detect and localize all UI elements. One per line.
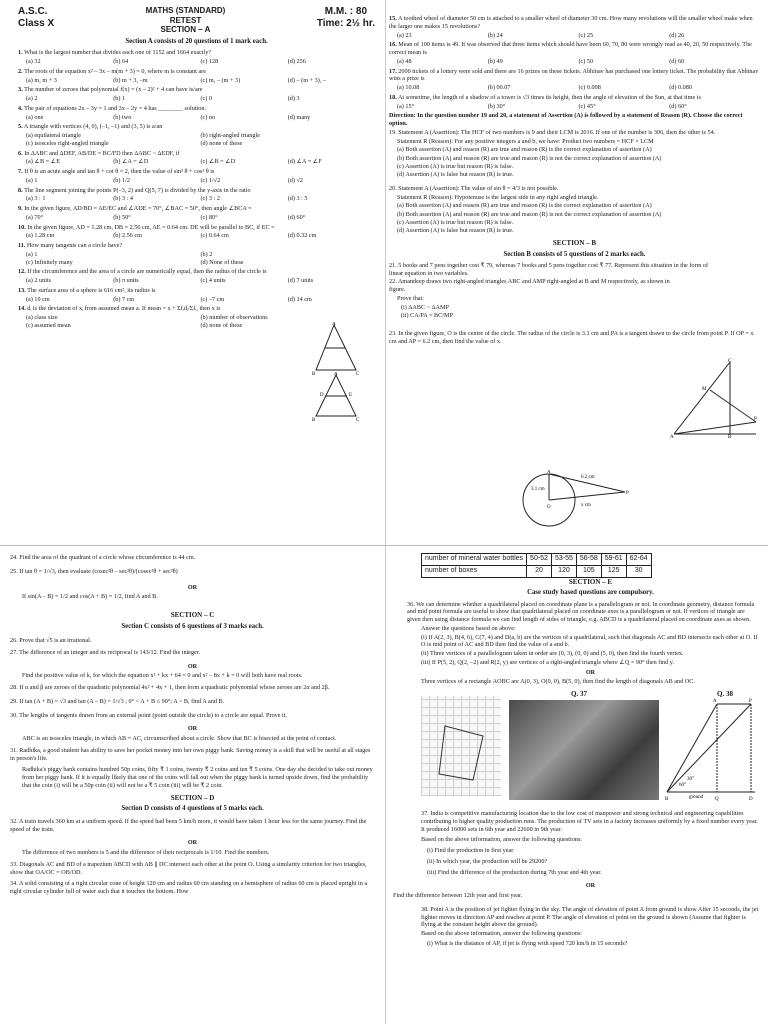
option: (b) 50°: [113, 213, 131, 221]
options-list: [26, 132, 375, 148]
question-30: 30. The lengths of tangents drawn from an external point (point outside the circle) to a circle are equal. Prove it.: [10, 711, 288, 719]
fig-label-a: A: [334, 372, 338, 377]
options-list: [26, 251, 375, 267]
question-text: The number of zeroes that polynomial f(x) = (x – 2)² + 4 can have is/are: [24, 86, 203, 94]
option: (d) ∠A = ∠F: [287, 158, 322, 166]
question-34: 34. A solid consisting of a right circular cone of height 120 cm and radius 60 cm standing on a hemisphere of radius 60 cm is placed upright in a right circular cylinder full of water such that it touches the bottom. How: [10, 880, 368, 896]
table-row: [422, 565, 652, 577]
question-37-or: Find the difference between 12th year and first year.: [393, 892, 523, 900]
table-cell: 62-64: [626, 554, 651, 566]
option: (c) 0.64 cm: [200, 232, 229, 240]
table-cell: number of mineral water bottles: [422, 554, 527, 566]
class-name: Class X: [18, 17, 55, 29]
triangle-figure-q9: [312, 322, 362, 377]
question-38-part-i: (i) What is the distance of AP, if jet is flying with speed 720 km/h in 15 seconds?: [427, 939, 628, 947]
circle-tangent-figure-q23: [517, 470, 637, 535]
option: (d) none of these: [200, 139, 243, 147]
or-label: OR: [585, 882, 596, 890]
option: (d) Assertion (A) is false but reason (R) is true.: [397, 171, 514, 178]
fig-label-p: P: [754, 417, 757, 422]
option: (d) 60°: [287, 213, 306, 221]
fig-label-angle-60: 60°: [679, 783, 686, 789]
question-1: [18, 49, 375, 57]
question-text: The surface area of a sphere is 616 cm², its radius is: [27, 286, 156, 294]
table-cell: 56-58: [576, 554, 601, 566]
table-cell: 59-61: [601, 554, 626, 566]
option: (a) 3 : 1: [26, 195, 46, 203]
table-cell: 125: [601, 565, 626, 577]
option: (c) –7 cm: [200, 295, 225, 303]
question-number: 4.: [18, 104, 23, 112]
fig-label-radius: 3.1 cm: [531, 487, 545, 492]
option: (a) 2: [26, 95, 38, 103]
option: (d) – (m + 3), –: [287, 76, 326, 84]
question-11: [18, 242, 375, 250]
question-36-answer: Answer the questions based on above:: [421, 624, 516, 632]
question-number: 15.: [389, 15, 397, 22]
option: (b) 30°: [487, 102, 506, 110]
option: (a) 48: [397, 57, 412, 65]
options-list: [397, 84, 760, 92]
options-list: [26, 77, 375, 85]
fig-label-o: O: [547, 505, 551, 510]
option: (c) ∠B = ∠D: [200, 158, 236, 166]
question-22: 22. Amandeep draws two right-angled triangles ABC and AMP right-angled at B and M respectively, as shown in figure.: [389, 278, 670, 294]
question-9: [18, 205, 375, 213]
question-29: 29. If tan (A + B) = √3 and tan (A – B) = 1/√3 ; 0° < A + B ≤ 90°; A > B, find A and B.: [10, 697, 225, 705]
question-18: [389, 94, 760, 102]
table-cell: 53-55: [551, 554, 576, 566]
question-10: [18, 224, 375, 232]
options-list: [26, 232, 375, 240]
section-a-note: Section A consists of 20 questions of 1 mark each.: [125, 37, 268, 45]
table-cell: 30: [626, 565, 651, 577]
question-text: In the given figure, AD/BD = AE/EC and ∠ADE = 70°, ∠BAC = 50°, then angle ∠BCA =: [24, 205, 252, 213]
question-24: 24. Find the area of the quadrant of a circle whose circumference is 44 cm.: [10, 554, 196, 561]
fig-label-c: C: [356, 372, 360, 377]
question-list: [389, 15, 760, 110]
option: (b) 1: [113, 95, 126, 103]
section-label: SECTION – A: [160, 25, 211, 35]
option: (d) 60: [669, 57, 685, 65]
assertion-direction: Direction: In the question number 19 and 20, a statement of Assertion (A) is followed by a statement of Reason (R). Choose the correct option.: [389, 112, 743, 127]
question-text: What is the largest number that divides each one of 1152 and 1664 exactly?: [24, 49, 212, 57]
table-cell: number of boxes: [422, 565, 527, 577]
question-32-or: The difference of two numbers is 5 and the difference of their reciprocals is 1/10. Find the numbers.: [22, 849, 270, 857]
page-top-right: [385, 0, 768, 545]
option: (a) 10.08: [397, 84, 420, 91]
section-b-title: SECTION – B: [552, 238, 597, 247]
fig-label-b: B: [312, 418, 316, 422]
school-name: A.S.C.: [18, 6, 48, 17]
question-27-or: Find the positive value of k, for which the equation x² + kx + 64 = 0 and x² – 8x + k = 0 will both have real roots.: [22, 672, 303, 680]
section-d-note: Section D consists of 4 questions of 5 marks each.: [121, 805, 264, 813]
option: (a) m, m + 3: [26, 76, 57, 84]
or-label: OR: [585, 668, 596, 676]
option: (d) 256: [287, 58, 306, 66]
option: (c) no: [200, 113, 216, 121]
option: (d) 3 : 5: [287, 195, 308, 203]
section-e-note: Case study based questions are compulsory.: [527, 589, 654, 597]
or-label: OR: [187, 662, 198, 670]
or-label: OR: [187, 725, 198, 733]
factory-photo: [509, 700, 659, 800]
section-c-title: SECTION – C: [170, 611, 215, 619]
option: (c) 25: [578, 31, 594, 39]
question-16: [389, 41, 760, 57]
question-36: 36. We can determine whether a quadrilateral placed on coordinate plane is a parallelogram or not. In coordinate geometry, distance formula and mid point formula are useful to show that quadrilateral placed on coordinate axes is a parallelogram or not. If vertices of triangle are given then using distance formula we can find length of sides of triangle, e.g. ABCD is a quadrilateral placed on coordinate axes as shown.: [407, 600, 755, 624]
option: (a) 70°: [26, 213, 44, 221]
options-list: [26, 114, 375, 122]
fig-label-p: P: [626, 491, 629, 496]
or-label: OR: [187, 839, 198, 847]
question-36-part-i: (i) If A(2, 3), B(4, 6), C(7, 4) and D(a, b) are the vertices of a quadrilateral, such that diagonals AC and BD intersects each other at O. If O is mid point of AC and BD then find the value of a and b.: [421, 633, 758, 649]
option: (c) Assertion (A) is true but reason (R) is false.: [397, 162, 514, 170]
fig-label-b: B: [312, 372, 316, 377]
options-list: [397, 103, 760, 111]
option: (c) 4 units: [200, 277, 226, 285]
table-cell: 50-52: [527, 554, 552, 566]
question-number: 13.: [18, 286, 26, 294]
option: (d) 60°: [669, 102, 687, 110]
question-25: 25. If tan θ = 1/√3, then evaluate (cosec²θ – sec²θ)/(cosec²θ + sec²θ): [10, 567, 178, 575]
question-17: [389, 68, 760, 84]
options-list: [26, 177, 375, 185]
fig-label-c: C: [728, 359, 732, 364]
option: (c) isosceles right-angled triangle: [26, 139, 109, 147]
question-number: 1.: [18, 49, 23, 57]
option: (c) 50: [578, 57, 594, 65]
exam-header: [18, 6, 375, 35]
question-20-options: [397, 202, 760, 235]
options-list: [26, 277, 375, 285]
fig-label-d: D: [320, 393, 324, 398]
question-7: [18, 168, 375, 176]
question-30-or: ABC is an isosceles triangle, in which AB = AC, circumscribed about a circle. Show that BC is bisected at the point of contact.: [22, 735, 337, 743]
question-number: 10.: [18, 223, 26, 231]
option: (b) 2: [200, 250, 213, 258]
option: (b) Both assertion (A) and reason (R) are true and reason (R) is not the correct explanation of assertion (A): [397, 154, 662, 162]
coordinate-grid-figure: [421, 696, 501, 796]
question-number: 11.: [18, 242, 26, 250]
question-number: 6.: [18, 149, 23, 157]
page-divider-horizontal: [0, 545, 768, 546]
fig-label-a: A: [332, 322, 336, 327]
question-number: 16.: [389, 41, 397, 49]
question-31-body: Radhika's piggy bank contains hundred 50p coins, fifty ₹ 1 coins, twenty ₹ 2 coins and ten ₹ 5 coins. One day she decided to take out money from her piggy bank. If it is equally likely that one of the coins will fall out when the piggy bank is turned upside down, find the probability that the coin (i) will be a 50p coin (ii) will not be a ₹ 5 coin (iii) will be ₹ 2 coin.: [22, 766, 373, 789]
option: (b) two: [113, 113, 132, 121]
question-12: [18, 268, 375, 276]
option: (a) 1: [26, 176, 38, 184]
option: (c) 80°: [200, 213, 218, 221]
section-b-note: Section B consists of 5 questions of 2 marks each.: [503, 250, 646, 258]
table-cell: 105: [576, 565, 601, 577]
question-36-part-iii: (iii) If P(5, 2), Q(2, –2) and R(2, y) are vertices of a right-angled triangle where ∠Q = 90° then find y.: [421, 658, 675, 666]
question-text: If θ is an acute angle and tan θ + cot θ = 2, then the value of sin³ θ + cos³ θ is: [24, 168, 215, 176]
options-list: [397, 32, 760, 40]
fig-label-ground: ground: [689, 795, 704, 801]
question-23: 23. In the given figure, O is the centre of the circle. The radius of the circle is 3.1 cm and PA is a tangent drawn to the circle from point P. If OP = x cm and AP = 6.2 cm, then find the value of x.: [389, 330, 754, 345]
option: (b) 3 : 4: [113, 195, 134, 203]
table-row: [422, 554, 652, 566]
option: (b) Both assertion (A) and reason (R) are true and reason (R) is not the correct explanation of assertion (A): [397, 210, 662, 218]
option: (d) none of these: [200, 321, 243, 329]
question-19-reason: Statement R (Reason): For any positive integers a and b, we have: Product two numbers = HCF × LCM: [397, 137, 654, 145]
subject-title: MATHS (STANDARD): [145, 6, 226, 15]
question-32: 32. A train travels 360 km at a uniform speed. If the speed had been 5 km/h more, it would have taken 1 hour less for the same journey. Find the speed of the train.: [10, 817, 367, 833]
question-number: 17.: [389, 67, 397, 75]
option: (c) 1/√2: [200, 176, 221, 184]
options-list: [26, 58, 375, 66]
question-text: The line segment joining the points P(–3, 2) and Q(5, 7) is divided by the y-axis in the ratio: [24, 186, 251, 194]
question-19: 19. Statement A (Assertion): The HCF of two numbers is 9 and their LCM is 2016. If one of the number is 306, then the other is 54.: [389, 128, 716, 136]
option: (d) 14 cm: [287, 295, 312, 303]
jet-elevation-figure: [665, 694, 757, 806]
triangle-figure-q10: [312, 372, 362, 422]
option: (b) π units: [113, 277, 139, 285]
fig-label-a: A: [713, 699, 717, 705]
question-22-part-ii: (ii) CA/PA = BC/MP: [401, 312, 453, 320]
page-bottom-right: [385, 545, 768, 1024]
option: (d) 0.080: [669, 84, 692, 91]
frequency-table: [421, 553, 652, 578]
triangle-figure-q22: [670, 358, 760, 438]
question-33: 33. Diagonals AC and BD of a trapezium ABCD with AB ∥ DC intersect each other at the point O. Using a similarity criterion for two triangles, show that OA/OC = OB/OD.: [10, 860, 367, 876]
question-38-answer: Based on the above information, answer the following questions:: [421, 930, 583, 938]
option: (a) 19 cm: [26, 295, 50, 303]
option: (d) Assertion (A) is false but reason (R) is true.: [397, 227, 514, 234]
question-text: In ΔABC and ΔDEF, AB/DE = BC/FD then ΔABC ~ ΔEDF, if: [24, 149, 180, 157]
question-text: dᵢ is the deviation of xᵢ from assumed mean a. If mean = x + Σfᵢdᵢ/Σfᵢ, then x is: [27, 305, 221, 313]
option: (a) 1.28 cm: [26, 232, 55, 240]
question-27: 27. The difference of an integer and its reciprocal is 143/12. Find the integer.: [10, 648, 201, 656]
fig-label-angle-30: 30°: [687, 777, 694, 783]
section-d-title: SECTION – D: [170, 793, 215, 802]
options-list: [26, 195, 375, 203]
figure-caption-q38: Q. 38: [717, 690, 733, 699]
option: (d) √2: [287, 176, 304, 184]
fig-label-c: C: [356, 418, 360, 422]
figure-caption-q37: Q. 37: [571, 690, 587, 699]
max-marks: M.M. : 80: [324, 6, 368, 17]
question-4: [18, 105, 375, 113]
fig-label-d: D: [749, 797, 753, 803]
question-6: [18, 150, 375, 158]
option: (a) class size: [26, 314, 58, 322]
option: (d) 3: [287, 95, 300, 103]
option: (a) 32: [26, 58, 41, 66]
question-37-answer: Based on the above information, answer the following questions:: [421, 836, 583, 844]
question-37-part-i: (i) Find the production in first year: [427, 847, 514, 855]
table-cell: 20: [527, 565, 552, 577]
question-21: 21. 5 books and 7 pens together cost ₹ 79, whereas 7 books and 5 pens together cost ₹ 77. Represent this situation in the form of linear equation in two variables.: [389, 261, 709, 277]
question-number: 18.: [389, 93, 397, 101]
fig-label-a: A: [670, 435, 674, 438]
question-36-or: Three vertices of a rectangle AOBC are A(0, 3), O(0, 0), B(5, 0), then find the length of diagonals AB and OC.: [421, 678, 695, 686]
question-number: 14.: [18, 305, 26, 313]
option: (d) None of these: [200, 258, 244, 266]
question-14: [18, 305, 375, 313]
fig-label-b: B: [728, 435, 732, 438]
option: (b) 2.56 cm: [113, 232, 142, 240]
question-22-prove: Prove that:: [397, 294, 424, 302]
question-36-part-ii: (ii) Three vertices of a parallelogram taken in order are (0, 3), (0, 0) and (5, 0), then find the fourth vertex.: [421, 650, 684, 658]
option: (d) many: [287, 113, 311, 121]
option: (b) m + 3, –m: [113, 76, 148, 84]
question-25-or: If sin(A – B) = 1/2 and cos(A + B) = 1/2, find A and B.: [22, 593, 158, 601]
section-e-title: SECTION – E: [568, 577, 613, 586]
fig-label-b: B: [665, 797, 669, 803]
question-20: 20. Statement A (Assertion): The value of sin θ = 4/3 is not possible.: [389, 184, 559, 192]
option: (c) m, – (m + 3): [200, 76, 241, 84]
fig-label-m: M: [702, 387, 707, 392]
time-allowed: Time: 2½ hr.: [316, 17, 375, 29]
option: (c) 3 : 2: [200, 195, 220, 203]
question-28: 28. If α and β are zeroes of the quadratic polynomial 4x² + 4x + 1, then form a quadratic polynomial whose zeroes are 2α and 2β.: [10, 684, 330, 692]
option: (c) assumed mean: [26, 321, 71, 329]
options-list: [26, 158, 375, 166]
question-13: [18, 287, 375, 295]
option: (b) 1/2: [113, 176, 130, 184]
question-19-options: [397, 146, 760, 179]
question-text: If the circumference and the area of a circle are numerically equal, then the radius of the circle is: [27, 268, 267, 276]
question-22-part-i: (i) ΔABC ~ ΔAMP: [401, 303, 449, 311]
question-number: 7.: [18, 168, 23, 176]
question-text: The roots of the equation x² – 3x – m(m + 3) = 0, where m is constant are: [24, 67, 206, 75]
option: (a) equilateral triangle: [26, 132, 81, 140]
question-text: How many tangents can a circle have?: [26, 242, 123, 250]
fig-label-x: x cm: [581, 503, 591, 508]
question-37-part-iii: (iii) Find the difference of the production during 7th year and 4th year.: [427, 868, 602, 876]
option: (b) 00.07: [487, 84, 511, 91]
option: (c) 0.008: [578, 84, 601, 91]
option: (c) Infinitely many: [26, 258, 73, 266]
option: (a) 15°: [397, 102, 415, 110]
table-cell: 120: [551, 565, 576, 577]
question-31: 31. Radhika, a good student has ability to save her pocket money into her own piggy bank. Saving money is a skill that will be useful at all stages in person's life.: [10, 746, 371, 762]
option: (a) ∠B = ∠E: [26, 158, 60, 166]
fig-label-ap: 6.2 cm: [581, 475, 595, 480]
option: (d) 0.32 cm: [287, 232, 317, 240]
question-37: 37. India is competitive manufacturing location due to the low cost of manpower and strong technical and engineering capabilities contributing to higher quality production runs. The production of TV sets in a factory increases uniformly by a fixed number every year. It produced 16000 sets in 6th year and 22600 in 9th year.: [421, 810, 758, 833]
question-text: In the given figure, AD = 1.28 cm, DB = 2.56 cm, AE = 0.64 cm. DE will be parallel to BC, if EC =: [27, 223, 275, 231]
question-text: A triangle with vertices (4, 0), (–1, –1) and (3, 5) is a/an: [23, 123, 163, 131]
option: (a) 23: [397, 31, 412, 39]
section-c-note: Section C consists of 6 questions of 3 marks each.: [121, 622, 264, 630]
exam-type: RETEST: [169, 15, 202, 25]
question-26: 26. Prove that √5 is an irrational.: [10, 637, 92, 645]
question-text: Mean of 100 items is 49. It was observed that three items which should have been 60, 70, 80 were wrongly read as 40, 20, 50 respectively. The correct mean is: [389, 41, 752, 56]
fig-label-q: Q: [715, 797, 719, 803]
question-38: 38. Point A is the position of jet fighter flying in the sky. The angle of elevation of point A from ground is show After 15 seconds, the jet fighter moves in direction AP and reaches at point P. The angle of elevation of point on the ground is shown (Assume that fighter is flying at the constant height above the ground).: [421, 905, 759, 929]
option: (d) 26: [669, 31, 685, 39]
option: (b) 7 cm: [113, 295, 135, 303]
option: (b) 64: [113, 58, 129, 66]
option: (a) 1: [26, 250, 38, 258]
figure-strip: [421, 690, 760, 808]
page-bottom-left: [0, 545, 385, 1024]
question-5: [18, 123, 375, 131]
question-text: A toothed wheel of diameter 50 cm is attached to a smaller wheel of diameter 30 cm. How many revolutions will the smaller wheel make when the larger one makes 15 revolutions?: [389, 15, 753, 30]
option: (b) number of observations: [200, 314, 268, 322]
question-number: 2.: [18, 67, 23, 75]
options-list: [397, 58, 760, 66]
option: (a) 2 units: [26, 277, 52, 285]
question-number: 5.: [18, 123, 23, 131]
option: (b) right-angled triangle: [200, 132, 260, 140]
or-label: OR: [187, 583, 198, 591]
option: (d) 7 units: [287, 277, 314, 285]
question-2: [18, 68, 375, 76]
question-text: The pair of equations 2x – 3y = 1 and 3x – 2y = 4 has ________ solution.: [24, 104, 207, 112]
question-20-reason: Statement R (Reason): Hypotenuse is the largest side in any right angled triangle.: [397, 193, 599, 201]
question-text: At sometime, the length of a shadow of a tower is √3 times its height, then the angle of elevation of the Sun, at that time is: [397, 93, 701, 101]
option: (b) 24: [487, 31, 503, 39]
question-3: [18, 86, 375, 94]
option: (a) Both assertion (A) and reason (R) are true and reason (R) is the correct explanation of assertion (A): [397, 202, 652, 210]
question-37-part-ii: (ii) In which year, the production will be 29200?: [427, 857, 548, 865]
option: (c) 0: [200, 95, 213, 103]
options-list: [26, 214, 375, 222]
question-text: 2000 tickets of a lottery were sold and there are 16 prizes on these tickets. Abhinav has purchased one lottery ticket. The probability that Abhinav wins a prize is: [389, 67, 759, 83]
question-number: 9.: [18, 205, 23, 213]
page-top-left: [0, 0, 385, 545]
question-number: 8.: [18, 186, 23, 194]
option: (b) 49: [487, 57, 503, 65]
fig-label-e: E: [349, 393, 353, 398]
fig-label-p: P: [749, 699, 752, 705]
page-divider-vertical: [385, 0, 386, 1024]
options-list: [26, 296, 375, 304]
option: (c) 45°: [578, 102, 596, 110]
option: (c) 128: [200, 58, 219, 66]
question-number: 3.: [18, 86, 23, 94]
fig-label-a: A: [547, 470, 551, 475]
question-15: [389, 15, 760, 31]
option: (a) one: [26, 113, 44, 121]
question-list: [18, 49, 375, 329]
question-8: [18, 187, 375, 195]
options-list: [26, 95, 375, 103]
option: (a) Both assertion (A) and reason (R) are true and reason (R) is the correct explanation of assertion (A): [397, 146, 652, 154]
option: (b) ∠A = ∠D: [113, 158, 149, 166]
option: (c) Assertion (A) is true but reason (R) is false.: [397, 218, 514, 226]
question-number: 12.: [18, 268, 26, 276]
